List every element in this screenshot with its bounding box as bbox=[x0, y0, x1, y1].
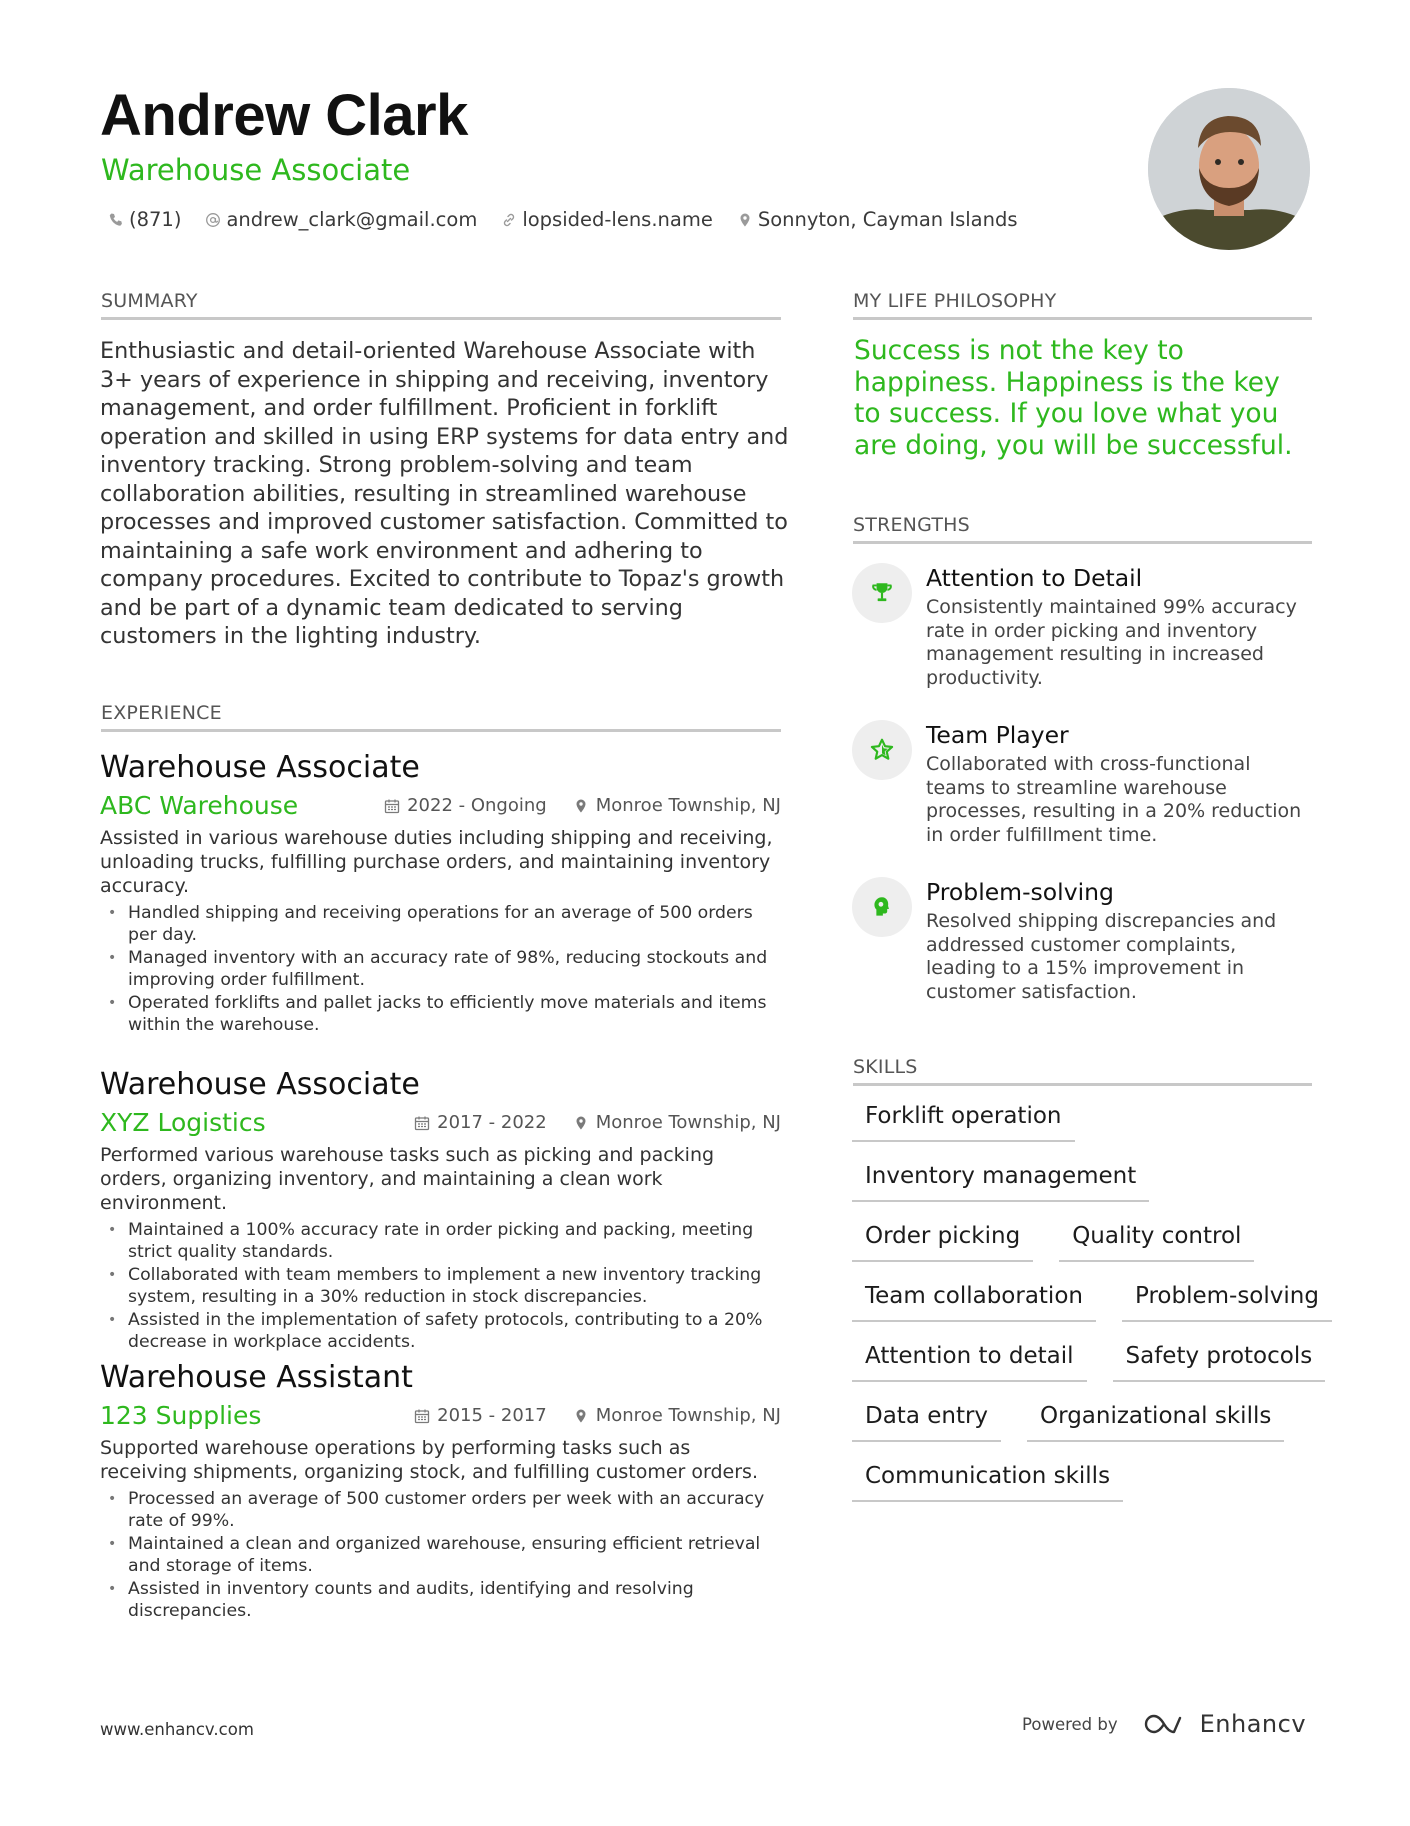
strength-icon-badge bbox=[852, 877, 912, 937]
company-name: ABC Warehouse bbox=[100, 791, 299, 820]
philosophy-quote: Success is not the key to happiness. Happiness is the key to success. If you love what you are doing, you will be successful. bbox=[854, 335, 1293, 461]
job-location: Monroe Township, NJ bbox=[573, 1404, 781, 1428]
summary-text: Enthusiastic and detail-oriented Warehouse Associate with 3+ years of experience in shipping and receiving, inventory management, and order fulfillment. Proficient in forklift operation and skilled in using ERP systems for data entry and inventory tracking. Strong problem-solving and team collaboration abilities, resulting in streamlined warehouse processes and improved customer satisfaction. Committed to maintaining a safe work environment and adhering to company procedures. Excited to contribute to Topaz's growth and be part of a dynamic team dedicated to serving customers in the lighting industry. bbox=[100, 338, 789, 649]
job-dates: 2022 - Ongoing bbox=[384, 794, 547, 818]
star-icon bbox=[869, 737, 895, 763]
candidate-name: Andrew Clark bbox=[100, 83, 468, 148]
skill-row bbox=[852, 1400, 1312, 1442]
summary-heading: SUMMARY bbox=[101, 290, 198, 312]
strength-title: Attention to Detail bbox=[926, 564, 1143, 592]
location-pin-icon bbox=[737, 212, 753, 228]
philosophy-heading: MY LIFE PHILOSOPHY bbox=[853, 290, 1057, 312]
skill-tag: Quality control bbox=[1059, 1220, 1254, 1262]
profile-photo bbox=[1148, 88, 1310, 250]
company-name: XYZ Logistics bbox=[100, 1108, 266, 1137]
strengths-divider bbox=[853, 541, 1312, 544]
skill-row bbox=[852, 1340, 1312, 1382]
location-text: Sonnyton, Cayman Islands bbox=[757, 208, 1018, 231]
experience-heading: EXPERIENCE bbox=[101, 702, 222, 724]
job-description: Supported warehouse operations by performing tasks such as receiving shipments, organizing stock, and fulfilling customer orders. bbox=[100, 1437, 758, 1483]
skill-tag: Team collaboration bbox=[852, 1280, 1096, 1322]
strength-description: Collaborated with cross-functional teams to streamline warehouse processes, resulting in a 20% reduction in order fulfillment time. bbox=[926, 753, 1302, 847]
location-pin-icon bbox=[573, 1115, 589, 1131]
job-entry bbox=[100, 1360, 781, 1622]
job-bullet: • Assisted in the implementation of safety protocols, contributing to a 20% decrease in workplace accidents. bbox=[100, 1309, 781, 1354]
strength-title: Team Player bbox=[926, 721, 1069, 749]
job-bullet: • Collaborated with team members to implement a new inventory tracking system, resulting in a 30% reduction in stock discrepancies. bbox=[100, 1264, 781, 1309]
job-location: Monroe Township, NJ bbox=[573, 794, 781, 818]
job-bullet: • Maintained a 100% accuracy rate in order picking and packing, meeting strict quality standards. bbox=[100, 1219, 781, 1264]
powered-by-label: Powered by bbox=[1022, 1714, 1118, 1734]
skill-tag: Communication skills bbox=[852, 1460, 1123, 1502]
skills-heading: SKILLS bbox=[853, 1056, 918, 1078]
job-bullets bbox=[100, 1219, 781, 1353]
job-description: Assisted in various warehouse duties including shipping and receiving, unloading trucks, fulfilling purchase orders, and maintaining inventory accuracy. bbox=[100, 827, 773, 897]
philosophy-divider bbox=[853, 317, 1312, 320]
job-entry bbox=[100, 1067, 781, 1353]
phone-icon bbox=[108, 212, 124, 228]
brain-icon bbox=[869, 894, 895, 920]
summary-divider bbox=[101, 317, 781, 320]
job-bullet: • Maintained a clean and organized warehouse, ensuring efficient retrieval and storage of items. bbox=[100, 1533, 781, 1578]
email-text: andrew_clark@gmail.com bbox=[226, 208, 478, 231]
contact-bar bbox=[108, 206, 1018, 234]
strength-description: Consistently maintained 99% accuracy rate in order picking and inventory management resulting in increased productivity. bbox=[926, 596, 1297, 690]
strength-icon-badge bbox=[852, 720, 912, 780]
job-meta bbox=[414, 1111, 781, 1135]
skill-row bbox=[852, 1280, 1319, 1322]
job-bullet: • Processed an average of 500 customer orders per week with an accuracy rate of 99%. bbox=[100, 1488, 781, 1533]
skill-tag: Attention to detail bbox=[852, 1340, 1087, 1382]
skill-row bbox=[852, 1460, 1312, 1502]
company-name: 123 Supplies bbox=[100, 1401, 262, 1430]
job-description: Performed various warehouse tasks such as picking and packing orders, organizing inventory, and maintaining a clean work environment. bbox=[100, 1144, 715, 1214]
calendar-icon bbox=[414, 1408, 430, 1424]
contact-location bbox=[737, 206, 1018, 234]
job-location: Monroe Township, NJ bbox=[573, 1111, 781, 1135]
job-dates: 2015 - 2017 bbox=[414, 1404, 547, 1428]
experience-divider bbox=[101, 729, 781, 732]
contact-email[interactable] bbox=[205, 206, 477, 234]
job-bullet: • Handled shipping and receiving operations for an average of 500 orders per day. bbox=[100, 902, 781, 947]
brand-name: Enhancv bbox=[1199, 1710, 1307, 1738]
contact-phone[interactable] bbox=[108, 206, 181, 234]
job-bullet: • Assisted in inventory counts and audits, identifying and resolving discrepancies. bbox=[100, 1578, 781, 1623]
skill-tag: Forklift operation bbox=[852, 1100, 1075, 1142]
job-entry bbox=[100, 750, 781, 1036]
skill-tag: Safety protocols bbox=[1113, 1340, 1326, 1382]
footer-branding bbox=[1022, 1710, 1306, 1738]
contact-website[interactable] bbox=[501, 206, 713, 234]
job-dates: 2017 - 2022 bbox=[414, 1111, 547, 1135]
job-title: Warehouse Associate bbox=[100, 750, 420, 785]
job-title: Warehouse Associate bbox=[100, 1067, 420, 1102]
skill-tag: Data entry bbox=[852, 1400, 1001, 1442]
skill-tag: Order picking bbox=[852, 1220, 1033, 1262]
avatar-icon bbox=[1148, 88, 1310, 250]
website-text: lopsided-lens.name bbox=[522, 208, 713, 231]
location-pin-icon bbox=[573, 1408, 589, 1424]
skill-row bbox=[852, 1160, 1312, 1202]
phone-text: (871) bbox=[129, 208, 182, 231]
skill-tag: Organizational skills bbox=[1027, 1400, 1284, 1442]
job-bullets bbox=[100, 902, 781, 1036]
at-icon bbox=[205, 212, 221, 228]
trophy-icon bbox=[869, 580, 895, 606]
candidate-title: Warehouse Associate bbox=[101, 153, 411, 187]
job-meta bbox=[414, 1404, 781, 1428]
location-pin-icon bbox=[573, 798, 589, 814]
link-icon bbox=[501, 212, 517, 228]
job-bullet: • Operated forklifts and pallet jacks to efficiently move materials and items within the warehouse. bbox=[100, 992, 781, 1037]
skill-row bbox=[852, 1220, 1312, 1262]
enhancv-logo-icon bbox=[1144, 1711, 1190, 1737]
strength-icon-badge bbox=[852, 563, 912, 623]
skill-row bbox=[852, 1100, 1312, 1142]
calendar-icon bbox=[384, 798, 400, 814]
strengths-heading: STRENGTHS bbox=[853, 514, 970, 536]
job-title: Warehouse Assistant bbox=[100, 1360, 413, 1395]
job-bullets bbox=[100, 1488, 781, 1622]
skill-tag: Inventory management bbox=[852, 1160, 1149, 1202]
job-bullet: • Managed inventory with an accuracy rate of 98%, reducing stockouts and improving order fulfillment. bbox=[100, 947, 781, 992]
strength-title: Problem-solving bbox=[926, 878, 1114, 906]
strength-description: Resolved shipping discrepancies and addressed customer complaints, leading to a 15% improvement in customer satisfaction. bbox=[926, 910, 1277, 1004]
skill-tag: Problem-solving bbox=[1122, 1280, 1332, 1322]
job-meta bbox=[384, 794, 781, 818]
footer-website[interactable]: www.enhancv.com bbox=[100, 1720, 254, 1739]
brand-logo[interactable] bbox=[1144, 1710, 1306, 1738]
skills-list bbox=[852, 1100, 1319, 1520]
skills-divider bbox=[853, 1083, 1312, 1086]
calendar-icon bbox=[414, 1115, 430, 1131]
